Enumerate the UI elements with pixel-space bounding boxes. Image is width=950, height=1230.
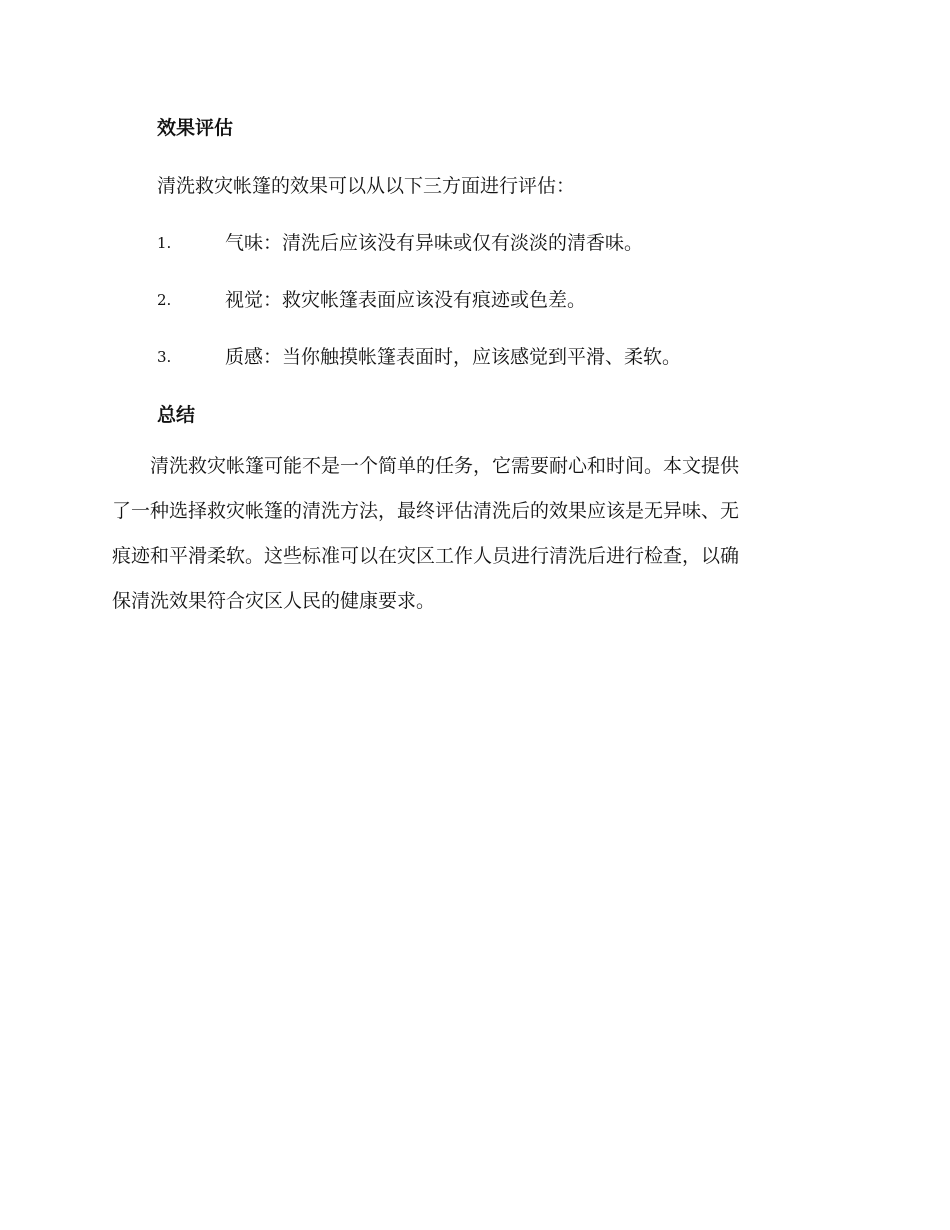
list-item [157,286,857,314]
list-item [157,343,857,371]
paragraph-line: 保清洗效果符合灾区人民的健康要求。 [112,590,436,612]
paragraph-line: 痕迹和平滑柔软。这些标准可以在灾区工作人员进行清洗后进行检查，以确 [112,545,740,567]
paragraph-line: 清洗救灾帐篷可能不是一个简单的任务，它需要耐心和时间。本文提供 [112,455,740,477]
evaluation-intro: 清洗救灾帐篷的效果可以从以下三方面进行评估： [157,175,576,197]
list-item-text: 气味：清洗后应该没有异味或仅有淡淡的清香味。 [225,232,644,254]
list-number: 1. [157,234,172,252]
section-heading-summary: 总结 [157,404,196,426]
paragraph-line: 了一种选择救灾帐篷的清洗方法，最终评估清洗后的效果应该是无异味、无 [112,500,740,522]
section-heading-evaluation: 效果评估 [157,117,234,139]
summary-paragraph [112,452,832,632]
list-item-text: 质感：当你触摸帐篷表面时，应该感觉到平滑、柔软。 [225,346,682,368]
list-item [157,229,857,257]
list-number: 3. [157,348,172,366]
list-item-text: 视觉：救灾帐篷表面应该没有痕迹或色差。 [225,289,587,311]
list-number: 2. [157,291,172,309]
